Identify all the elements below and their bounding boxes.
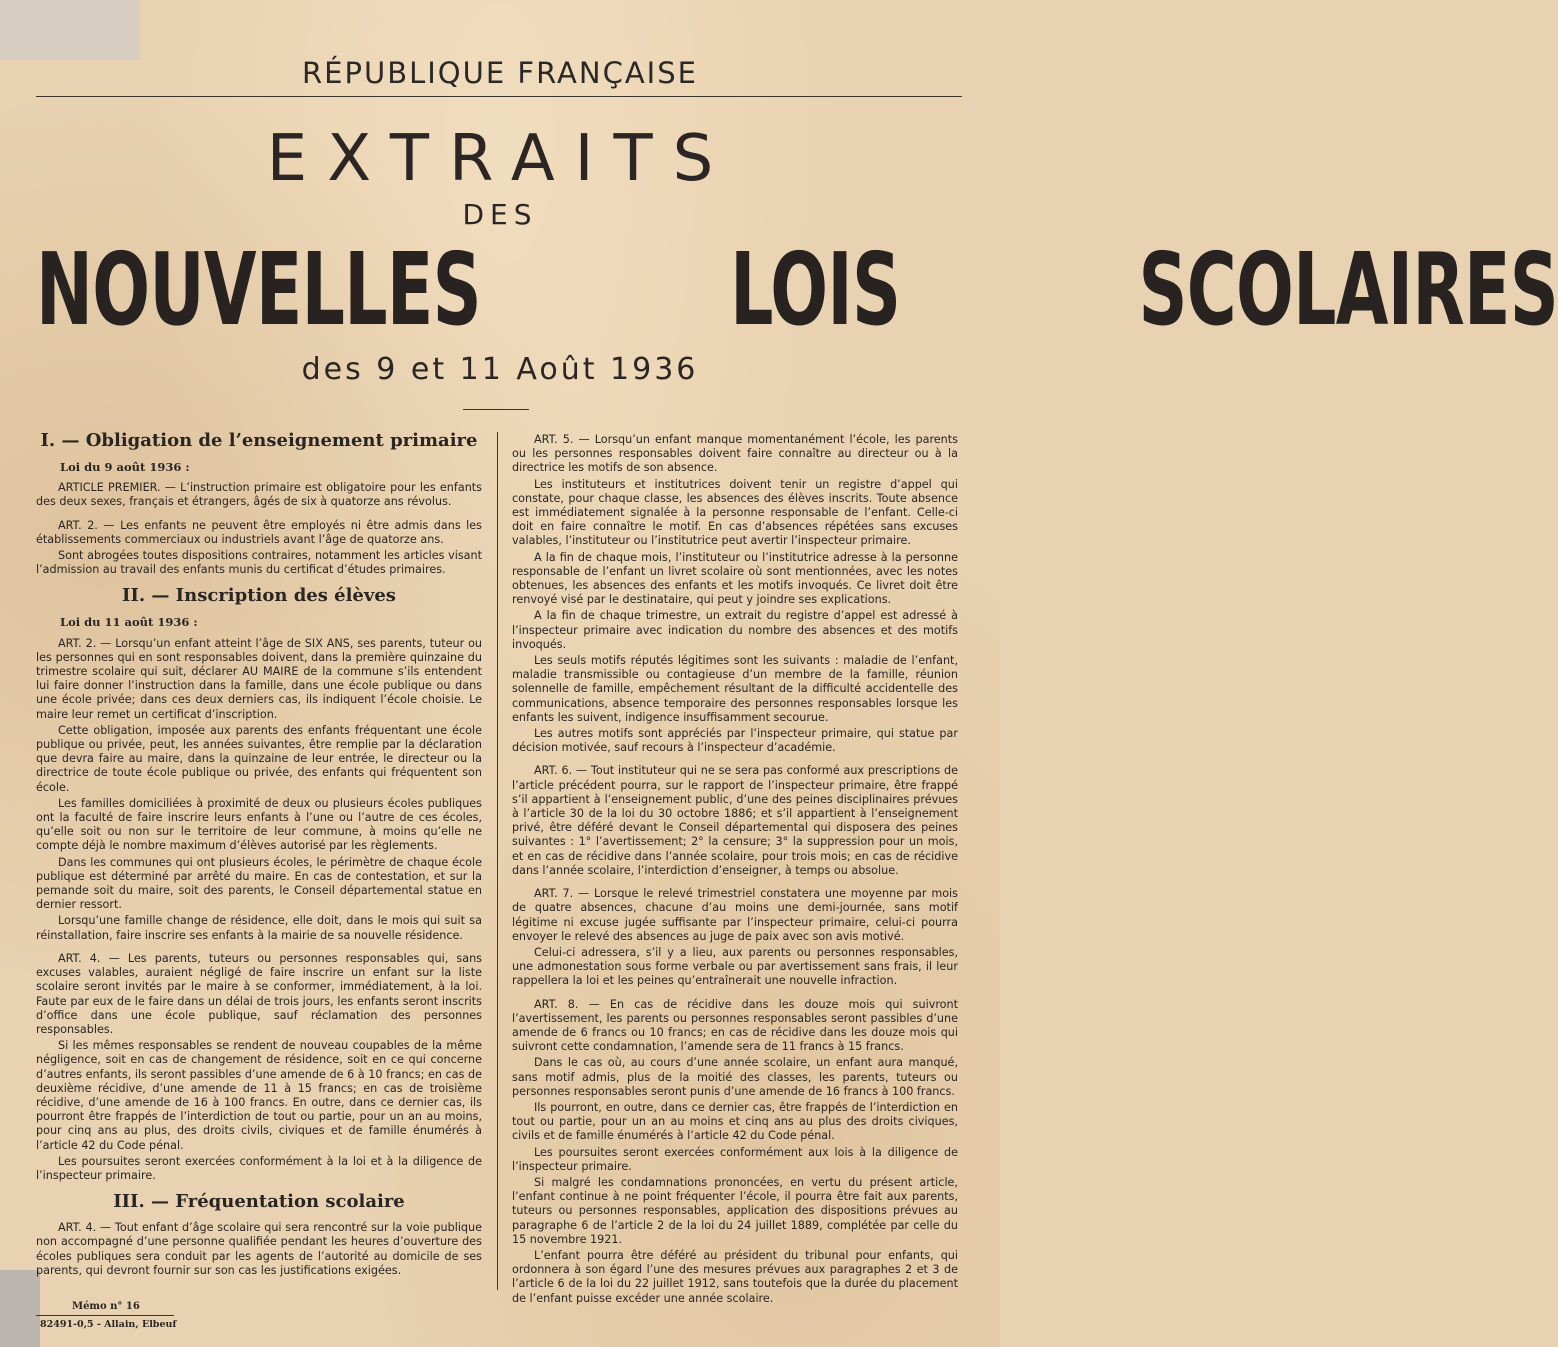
paragraph: Cette obligation, imposée aux parents des enfants fréquentant une école publique ou privée, peut, les années suivantes, être remplie par la déclaration que devra faire au maire, dans la quinzaine de leur entrée, le directeur ou la directrice de toute école publique ou privée, des enfants qui fréquentent son école. (36, 723, 482, 794)
section-heading: I. — Obligation de l’enseignement primaire (40, 430, 478, 451)
paragraph: A la fin de chaque mois, l’instituteur ou l’institutrice adresse à la personne responsable de l’enfant un livret scolaire où sont mentionnées, avec les notes obtenues, les absences des enfants et les motifs invoqués. Ce livret doit être renvoyé visé par le destinataire, qui peut y joindre ses explications. (512, 550, 958, 607)
paragraph: ART. 8. — En cas de récidive dans les douze mois qui suivront l’avertissement, les parents ou personnes responsables seront passibles d’une amende de 6 francs ou 10 francs; en cas de récidive dans les douze mois qui suivront cette condamnation, l’amende sera de 11 francs à 15 francs. (512, 997, 958, 1054)
paragraph: ART. 7. — Lorsque le relevé trimestriel constatera une moyenne par mois de quatre absences, chacune d’au moins une demi-journée, sans motif légitime ni excuse jugée suffisante par l’inspecteur primaire, celui-ci pourra envoyer le relevé des absences au juge de paix avec son avis motivé. (512, 887, 958, 943)
paragraph: Sont abrogées toutes dispositions contraires, notamment les articles visant l’admission au travail des enfants munis du certificat d’études primaires. (36, 549, 482, 577)
paragraph: Dans le cas où, au cours d’une année scolaire, un enfant aura manqué, sans motif admis, plus de la moitié des classes, les parents, tuteurs ou personnes responsables seront punis d’une amende de 16 francs à 100 francs. (512, 1056, 958, 1098)
paragraph: Les instituteurs et institutrices doivent tenir un registre d’appel qui constate, pour chaque classe, les absences des élèves inscrits. Toute absence est immédiatement signalée à la personne responsable de l’enfant. Celle-ci doit en faire connaître le motif. En cas d’absences répétées sans excuses valables, l’instituteur ou l’institutrice peut avertir l’inspecteur primaire. (512, 477, 958, 548)
main-title (36, 231, 1558, 348)
printer-imprint: 82491-0,5 - Allain, Elbeuf (40, 1319, 177, 1330)
republique-heading: RÉPUBLIQUE FRANÇAISE (302, 56, 698, 90)
date-subtitle: des 9 et 11 Août 1936 (301, 352, 699, 387)
paper-stain (0, 0, 140, 60)
title-des: DES (462, 198, 538, 231)
paragraph: ART. 4. — Tout enfant d’âge scolaire qui sera rencontré sur la voie publique non accompagné d’une personne qualifiée pendant les heures d’ouverture des écoles publiques sera conduit par les agents de l’autorité au domicile de ses parents, qui devront fournir sur son cas les justifications exigées. (36, 1221, 482, 1277)
section-heading: II. — Inscription des élèves (122, 585, 396, 607)
paragraph: ART. 2. — Les enfants ne peuvent être employés ni être admis dans les établissements commerciaux ou industriels avant l’âge de quatorze ans. (36, 518, 482, 546)
paragraph: Les poursuites seront exercées conformément aux lois à la diligence de l’inspecteur primaire. (512, 1145, 958, 1173)
paragraph: ART. 2. — Lorsqu’un enfant atteint l’âge de SIX ANS, ses parents, tuteur ou les personnes qui en sont responsables doivent, dans la première quinzaine du trimestre scolaire qui suit, déclarer AU MAIRE de la commune s’ils entendent lui faire donner l’instruction dans la famille, dans une école publique ou dans une école privée; dans ces deux derniers cas, ils indiquent l’école choisie. Le maire leur remet un certificat d’inscription. (36, 636, 482, 721)
left-column (36, 430, 482, 1280)
header-rule (36, 96, 962, 97)
paragraph: Si malgré les condamnations prononcées, en vertu du présent article, l’enfant continue à ne point fréquenter l’école, il pourra être fait aux parents, tuteurs ou personnes responsables, application des dispositions prévues au paragraphe 6 de l’article 2 de la loi du 24 juillet 1889, complétée par celle du 15 novembre 1921. (512, 1175, 958, 1246)
paragraph: ART. 4. — Les parents, tuteurs ou personnes responsables qui, sans excuses valables, auraient négligé de faire inscrire un enfant sur la liste scolaire seront invités par le maire à se conformer, immédiatement, à la loi. Faute par eux de le faire dans un délai de trois jours, les enfants seront inscrits d’office dans une école publique, sauf réclamation des personnes responsables. (36, 951, 482, 1036)
paragraph: L’enfant pourra être déféré au président du tribunal pour enfants, qui ordonnera à son égard l’une des mesures prévues aux paragraphes 2 et 3 de l’article 6 de la loi du 22 juillet 1912, sans toutefois que la durée du placement de l’enfant puisse excéder une année scolaire. (512, 1248, 958, 1305)
main-title-word: NOUVELLES (36, 231, 481, 348)
paper-stain (0, 1270, 40, 1347)
paragraph: Les seuls motifs réputés légitimes sont les suivants : maladie de l’enfant, maladie transmissible ou contagieuse d’un membre de la famille, réunion solennelle de famille, empêchement résultant de la difficulté accidentelle des communications, absence temporaire des personnes responsables lorsque les enfants les suivent, indigence insuffisamment secourue. (512, 654, 958, 724)
section-heading: III. — Fréquentation scolaire (113, 1191, 405, 1213)
paragraph: ART. 5. — Lorsqu’un enfant manque momentanément l’école, les parents ou les personnes responsables doivent faire connaître au directeur ou à la directrice les motifs de son absence. (512, 433, 958, 475)
paragraph: Lorsqu’une famille change de résidence, elle doit, dans le mois qui suit sa réinstallation, faire inscrire ses enfants à la mairie de sa nouvelle résidence. (36, 914, 482, 942)
main-title-word: SCOLAIRES (1138, 231, 1558, 348)
memo-number: Mémo n° 16 (72, 1301, 140, 1312)
divider (463, 409, 529, 410)
right-column (512, 433, 958, 1308)
paragraph: Les autres motifs sont appréciés par l’inspecteur primaire, qui statue par décision motivée, sauf recours à l’inspecteur d’académie. (512, 727, 958, 755)
column-divider (497, 432, 498, 1290)
paragraph: A la fin de chaque trimestre, un extrait du registre d’appel est adressé à l’inspecteur primaire avec indication du nombre des absences et des motifs invoqués. (512, 609, 958, 651)
paragraph: Dans les communes qui ont plusieurs écoles, le périmètre de chaque école publique est déterminé par arrêté du maire. En cas de contestation, et sur la pemande soit du maire, soit des parents, le Conseil départemental statue en dernier ressort. (36, 855, 482, 912)
paragraph: ART. 6. — Tout instituteur qui ne se sera pas conformé aux prescriptions de l’article précédent pourra, sur le rapport de l’inspecteur primaire, être frappé s’il appartient à l’enseignement public, d’une des peines disciplinaires prévues à l’article 30 de la loi du 30 octobre 1886; et s’il appartient à l’enseignement privé, être déféré devant le Conseil départemental qui disposera des peines suivantes : 1° l’avertissement; 2° la censure; 3° la suppression pour un mois, et en cas de récidive dans l’année scolaire, pour trois mois; en cas de récidive dans l’année scolaire, l’interdiction d’enseigner, à temps ou absolue. (512, 764, 958, 877)
footer-rule (36, 1315, 174, 1316)
paragraph: Les familles domiciliées à proximité de deux ou plusieurs écoles publiques ont la faculté de faire inscrire leurs enfants à l’une ou l’autre de ces écoles, qu’elle soit ou non sur le territoire de leur commune, à moins qu’elle ne compte déjà le nombre maximum d’élèves autorisé par les règlements. (36, 796, 482, 853)
paragraph: Celui-ci adressera, s’il y a lieu, aux parents ou personnes responsables, une admonestation sous forme verbale ou par avertissement sans frais, il leur rappellera la loi et les peines qu’entraînerait une nouvelle infraction. (512, 945, 958, 988)
main-title-word: LOIS (730, 231, 901, 348)
loi-label: Loi du 11 août 1936 : (60, 615, 198, 630)
paragraph: Si les mêmes responsables se rendent de nouveau coupables de la même négligence, soit en cas de changement de résidence, soit en ce qui concerne d’autres enfants, ils seront passibles d’une amende de 6 à 10 francs; en cas de deuxième récidive, d’une amende de 11 à 15 francs; en cas de troisième récidive, d’une amende de 16 à 100 francs. En outre, dans ce dernier cas, ils pourront être frappés de l’interdiction de tout ou partie, pour un an au moins, pour cinq ans au plus, des droits civils, civiques et de famille énumérés à l’article 42 du Code pénal. (36, 1039, 482, 1152)
title-extraits: EXTRAITS (266, 122, 734, 196)
paragraph: Les poursuites seront exercées conformément à la loi et à la diligence de l’inspecteur primaire. (36, 1154, 482, 1182)
loi-label: Loi du 9 août 1936 : (60, 460, 190, 474)
paragraph: Ils pourront, en outre, dans ce dernier cas, être frappés de l’interdiction en tout ou partie, pour un an au moins et cinq ans au plus des droits civiques, civils et de famille énumérés à l’article 42 du Code pénal. (512, 1100, 958, 1143)
paragraph: ARTICLE PREMIER. — L’instruction primaire est obligatoire pour les enfants des deux sexes, français et étrangers, âgés de six à quatorze ans révolus. (36, 481, 482, 509)
